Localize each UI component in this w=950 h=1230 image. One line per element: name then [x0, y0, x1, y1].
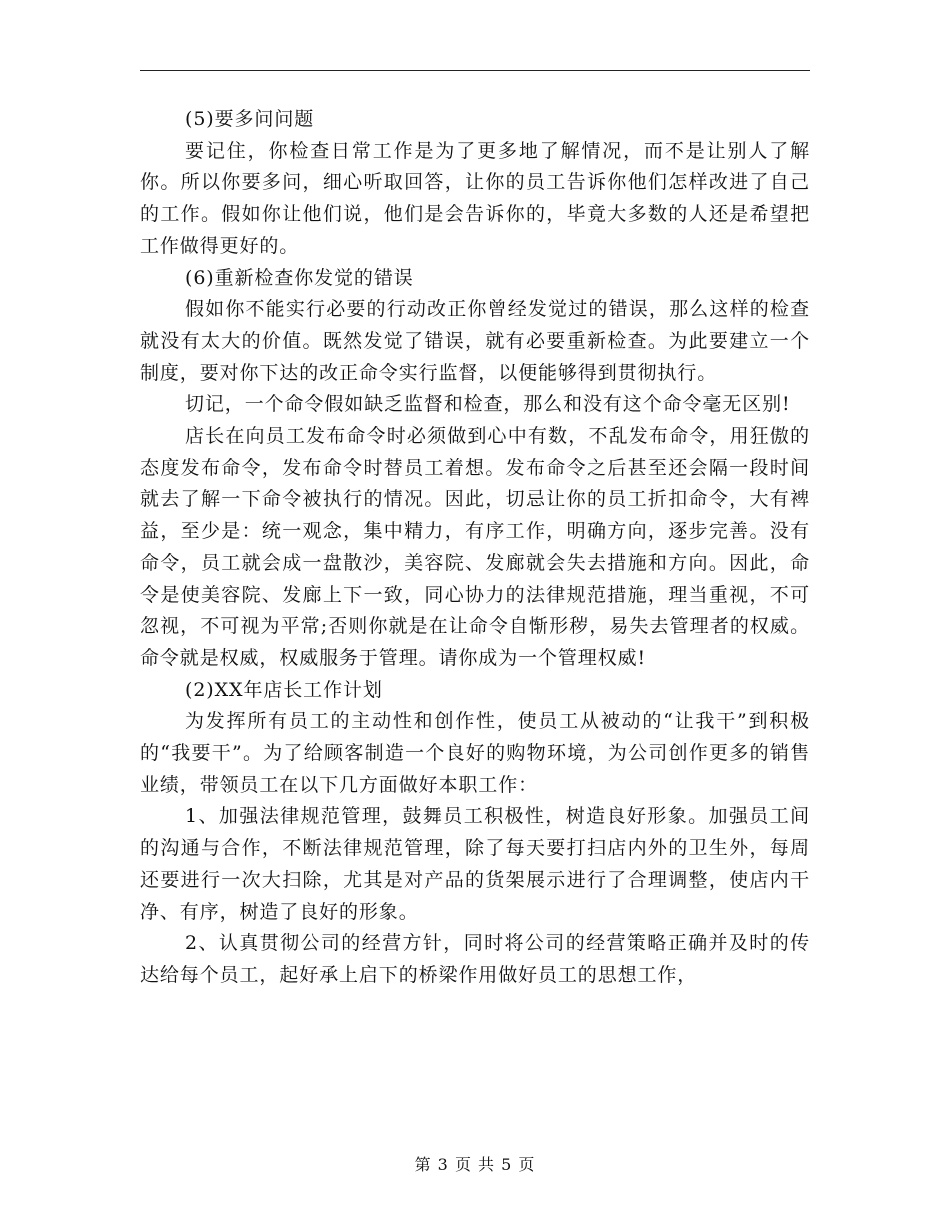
body-paragraph: 要记住，你检查日常工作是为了更多地了解情况，而不是让别人了解你。所以你要多问，细心听取回答，让你的员工告诉你他们怎样改进了自己的工作。假如你让他们说，他们是会告诉你的，毕竟大多数的人还是希望把工作做得更好的。 [140, 139, 810, 257]
body-paragraph: 为发挥所有员工的主动性和创作性，使员工从被动的“让我干”到积极的“我要干”。为了给顾客制造一个良好的购物环境，为公司创作更多的销售业绩，带领员工在以下几方面做好本职工作： [140, 710, 810, 796]
section-heading: (2)XX年店长工作计划 [185, 678, 383, 701]
body-paragraph: 店长在向员工发布命令时必须做到心中有数，不乱发布命令，用狂傲的态度发布命令，发布命令时替员工着想。发布命令之后甚至还会隔一段时间就去了解一下命令被执行的情况。因此，切忌让你的员工折扣命令，大有裨益，至少是：统一观念，集中精力，有序工作，明确方向，逐步完善。没有命令，员工就会成一盘散沙，美容院、发廊就会失去措施和方向。因此，命令是使美容院、发廊上下一致，同心协力的法律规范措施，理当重视，不可忽视，不可视为平常;否则你就是在让命令自惭形秽，易失去管理者的权威。命令就是权威，权威服务于管理。请你成为一个管理权威! [140, 425, 810, 669]
page-number-footer: 第 3 页 共 5 页 [414, 1155, 536, 1174]
section-heading: (5)要多问问题 [185, 108, 315, 130]
body-paragraph: 2、认真贯彻公司的经营方针，同时将公司的经营策略正确并及时的传达给每个员工，起好承上启下的桥梁作用做好员工的思想工作， [140, 932, 810, 986]
body-paragraph: 1、加强法律规范管理，鼓舞员工积极性，树造良好形象。加强员工间的沟通与合作，不断法律规范管理，除了每天要打扫店内外的卫生外，每周还要进行一次大扫除，尤其是对产品的货架展示进行了合理调整，使店内干净、有序，树造了良好的形象。 [140, 805, 810, 923]
body-paragraph: 假如你不能实行必要的行动改正你曾经发觉过的错误，那么这样的检查就没有太大的价值。既然发觉了错误，就有必要重新检查。为此要建立一个制度，要对你下达的改正命令实行监督，以便能够得到贯彻执行。 [140, 298, 810, 384]
body-paragraph: 切记，一个命令假如缺乏监督和检查，那么和没有这个命令毫无区别! [185, 393, 791, 416]
header-rule [140, 70, 810, 71]
section-heading: (6)重新检查你发觉的错误 [185, 266, 414, 289]
document-body [140, 104, 810, 992]
